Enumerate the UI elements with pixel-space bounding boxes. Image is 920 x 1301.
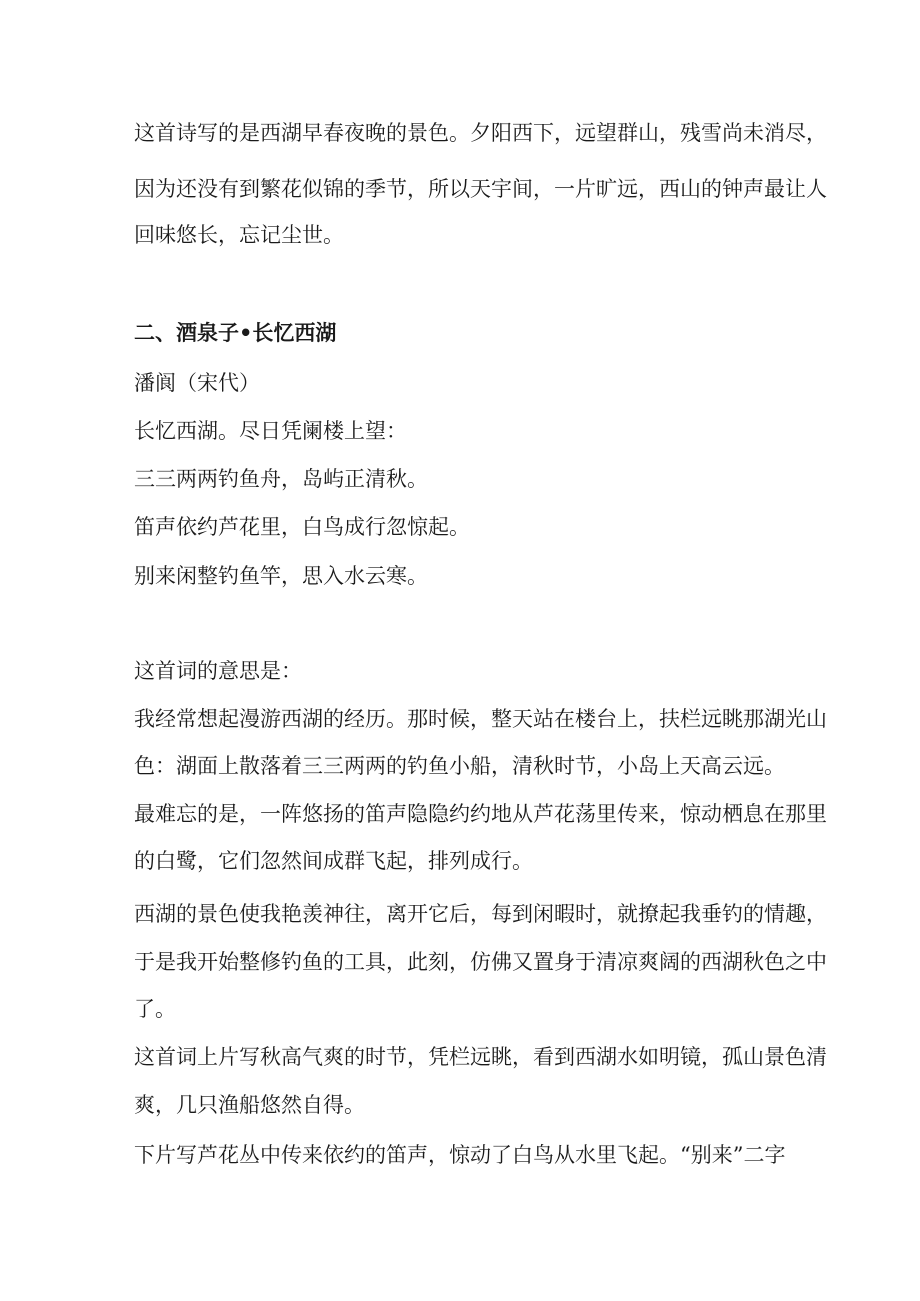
section-heading: 二、酒泉子•长忆西湖	[134, 321, 337, 345]
poem-line-1: 长忆西湖。尽日凭阑楼上望：	[134, 419, 407, 443]
explanation-line-4: 的白鹭，它们忽然间成群飞起，排列成行。	[134, 849, 533, 873]
poem-author: 潘阆（宋代）	[134, 371, 260, 395]
poem-line-3: 笛声依约芦花里，白鸟成行忽惊起。	[134, 515, 470, 539]
explanation-line-10: 下片写芦花丛中传来依约的笛声，惊动了白鸟从水里飞起。“别来”二字	[134, 1143, 786, 1167]
explanation-line-7: 了。	[134, 997, 176, 1021]
explanation-line-9: 爽，几只渔船悠然自得。	[134, 1093, 365, 1117]
intro-line-1: 这首诗写的是西湖早春夜晚的景色。夕阳西下，远望群山，残雪尚未消尽，	[134, 121, 827, 145]
explanation-line-3: 最难忘的是，一阵悠扬的笛声隐隐约约地从芦花荡里传来，惊动栖息在那里	[134, 802, 827, 826]
intro-line-3: 回味悠长，忘记尘世。	[134, 223, 344, 247]
explanation-line-2: 色：湖面上散落着三三两两的钓鱼小船，清秋时节，小岛上天高云远。	[134, 754, 785, 778]
meaning-label: 这首词的意思是：	[134, 659, 302, 683]
explanation-line-1: 我经常想起漫游西湖的经历。那时候，整天站在楼台上，扶栏远眺那湖光山	[134, 707, 827, 731]
poem-line-4: 别来闲整钓鱼竿，思入水云寒。	[134, 564, 428, 588]
explanation-line-5: 西湖的景色使我艳羡神往，离开它后，每到闲暇时，就撩起我垂钓的情趣，	[134, 902, 827, 926]
intro-line-2: 因为还没有到繁花似锦的季节，所以天宇间，一片旷远，西山的钟声最让人	[134, 177, 827, 201]
explanation-line-6: 于是我开始整修钓鱼的工具，此刻，仿佛又置身于清凉爽阔的西湖秋色之中	[134, 950, 827, 974]
poem-line-2: 三三两两钓鱼舟，岛屿正清秋。	[134, 467, 428, 491]
explanation-line-8: 这首词上片写秋高气爽的时节，凭栏远眺，看到西湖水如明镜，孤山景色清	[134, 1045, 827, 1069]
